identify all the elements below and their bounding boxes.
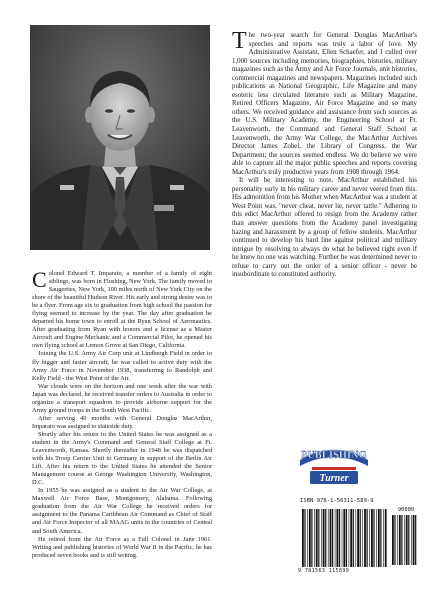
bio-paragraph: War clouds were on the horizon and one week after the war with Japan was declared, he received transfer orders to Australia in order to organize a transport squadron to provide airborne support for the Army ground troops in the South West Pacific. (32, 382, 212, 414)
barcode-bar (311, 509, 312, 567)
barcode-bar (360, 509, 361, 567)
barcode-bar (302, 509, 304, 567)
svg-text:PUBLISHING: PUBLISHING (301, 450, 367, 461)
barcode-bar (406, 515, 408, 565)
barcode (298, 505, 420, 575)
drop-cap: T (232, 28, 247, 54)
barcode-bar (356, 509, 357, 567)
barcode-bar (353, 509, 354, 567)
barcode-bar (307, 509, 308, 567)
bio-paragraph: Colonel Edward T. Imparato, a member of a family of eight siblings, was born in Flushing, New York. The family moved to Saugerties, New York, 100 miles north of New York City on the shore of the beautiful Hudson River. His early and strong desire was to be a flyer. From age six to graduation from high school the passion for flying seemed to increase by the year. The day after graduation he departed his home town to enroll at the Ryan School of Aeronautics. After graduating from Ryan with honors and a license as a Master Aircraft and Engine Mechanic and a Commercial Pilot, he opened his own flying school at Lemon Grove at San Diego, California. (32, 267, 212, 350)
author-photo (30, 25, 210, 250)
bio-paragraph: He retired from the Air Force as a Full Colonel in June 1961. Writing and publishing histories of World War II in the Pacific, he has produced seven books and is still writing. (32, 535, 212, 559)
barcode-bar (321, 509, 322, 567)
barcode-bar (357, 509, 359, 567)
author-biography (32, 267, 212, 560)
svg-text:Turner: Turner (319, 473, 349, 484)
barcode-bar (350, 509, 352, 567)
bio-paragraph: In 1955 he was assigned as a student to the Air War College, at Maxwell Air Force Base, Montgomery, Alabama. Following graduation from the Air War College he received orders for assignment to the Panama Caribbean Air Command as Chief of Staff and Air Force Inspector of all MAAG units in the countries of Central and South America. (32, 487, 212, 535)
turner-publishing-logo (296, 436, 372, 486)
barcode-bar (399, 515, 401, 565)
barcode-bar (367, 509, 368, 567)
bio-paragraph: Shortly after his return to the United States he was assigned as a student in the Army's Command and General Staff College at Ft. Leavenworth, Kansas. Shortly thereafter in 1948 he was dispatched with his Troop Carrier Unit to Germany in support of the Berlin Air Lift. After his return to the United States he attended the Senior Management course at George Washington University, Washington, D.C. (32, 430, 212, 487)
barcode-bars (298, 505, 420, 575)
barcode-bar (369, 509, 370, 567)
barcode-bar (346, 509, 347, 567)
barcode-bar (383, 509, 384, 567)
barcode-bar (362, 509, 363, 567)
barcode-bar (318, 509, 319, 567)
barcode-bar (309, 509, 311, 567)
publisher-logo (296, 436, 372, 486)
barcode-bar (330, 509, 332, 567)
barcode-bar (304, 509, 305, 567)
barcode-bar (397, 515, 398, 565)
barcode-bar (339, 509, 340, 567)
barcode-bar (335, 509, 336, 567)
bio-paragraph: Joining the U.S. Army Air Corp unit at Lindbergh Field in order to fly bigger and faster aircraft, he was called to active duty with the Army Air Force in November 1938, transferring to Randolph and Kelly Field - the West Point of the Air. (32, 350, 212, 382)
barcode-bar (408, 515, 409, 565)
barcode-bar (401, 515, 402, 565)
barcode-bar (325, 509, 326, 567)
barcode-bar (371, 509, 373, 567)
drop-cap: C (32, 267, 47, 292)
book-description (232, 28, 417, 280)
barcode-bar (413, 515, 415, 565)
barcode-bar (373, 509, 374, 567)
description-paragraph: It will be interesting to note, MacArthur established his personality early in his military career and never veered from this. His admonition from his Mother when MacArthur was a student at West Point was, "never cheat, never lie, never tattle." Adhering to this edict MacArthur offered to resign from the Academy rather than answer questions from the Academy panel investigating hazing and harassment by a group of fellow students. MacArthur continued to develop his hard line against political and military intrigue by resolving to always do what he believed right even if he knew no one was watching. Further he was determined never to refuse to carry out the order of a senior officer - never be insubordinate to constituted authority. (232, 177, 417, 279)
barcode-bar (385, 509, 387, 567)
barcode-number: 9 781563 115899 (298, 568, 350, 574)
barcode-bar (342, 509, 343, 567)
barcode-bar (364, 509, 366, 567)
barcode-bar (415, 515, 416, 565)
barcode-bar (332, 509, 333, 567)
barcode-bar (314, 509, 315, 567)
description-paragraph: The two-year search for General Douglas MacArthur's speeches and reports was truly a labor of love. My Administrative Assistant, Ellen Schaefer, and I culled over 1,000 sources including memories, biographies, histories, military magazines such as the Army and Air Force Journals, unit histories, commercial magazines and newspapers. Magazines included such publications as National Geographic, Life Magazine and many esoteric less circulated literature such as Military Magazine, Retired Officers Magazine, Air Force Magazine and so many others. We received guidance and assistance from such sources as the U.S. Military Academy, the Engineering School at Ft. Leavenworth, the Command and General Staff School at Leavenworth, the Army War College, the MacArthur Archives Director James Zobel, the Library of Congress, the War Department; the sources seemed endless. We do believe we were able to capture all the major public speeches and reports covering MacArthur's truly productive years from 1908 through 1964. (232, 28, 417, 176)
barcode-bar (349, 509, 350, 567)
barcode-bar (411, 515, 412, 565)
isbn-text: ISBN 978-1-56311-589-9 (300, 498, 374, 504)
barcode-bar (337, 509, 339, 567)
barcode-bar (328, 509, 329, 567)
barcode-bar (316, 509, 318, 567)
barcode-bar (343, 509, 345, 567)
barcode-bar (404, 515, 405, 565)
barcode-bar (380, 509, 381, 567)
barcode-bar (376, 509, 377, 567)
price-code: 90000 (397, 507, 415, 513)
author-portrait-image (30, 25, 210, 250)
barcode-bar (323, 509, 325, 567)
barcode-bar (392, 515, 394, 565)
barcode-bar (394, 515, 395, 565)
barcode-bar (378, 509, 380, 567)
bio-paragraph: After serving 40 months with General Douglas MacArthur, Imparato was assigned to stateside duty. (32, 414, 212, 430)
